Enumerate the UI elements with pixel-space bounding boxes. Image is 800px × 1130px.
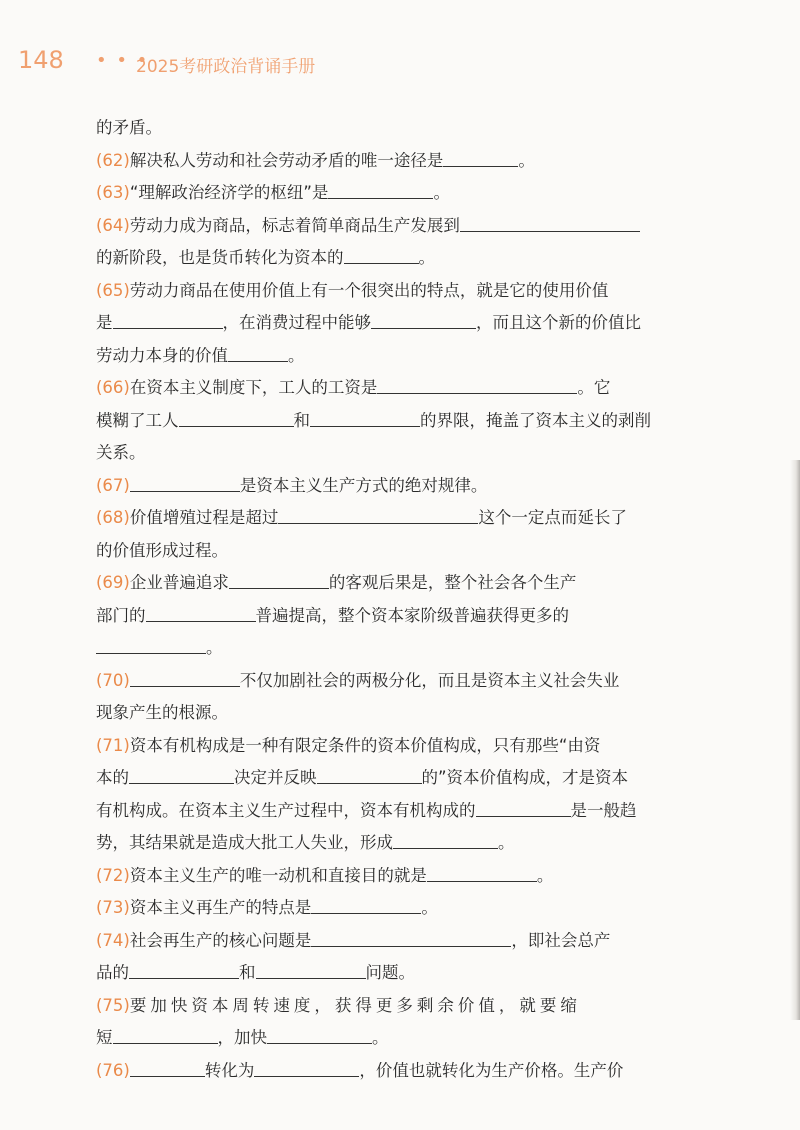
text-line: 短 ，加快 。: [96, 1022, 708, 1055]
question-number: (64): [96, 215, 130, 235]
answer-blank[interactable]: [460, 211, 640, 232]
question-63: (63)“理解政治经济学的枢纽”是 。: [96, 177, 708, 210]
answer-blank[interactable]: [267, 1023, 372, 1044]
answer-blank[interactable]: [278, 503, 478, 524]
question-number: (76): [96, 1060, 130, 1080]
answer-blank[interactable]: [344, 243, 419, 264]
question-62: (62)解决私人劳动和社会劳动矛盾的唯一途径是 。: [96, 145, 708, 178]
answer-blank[interactable]: [228, 341, 288, 362]
text-line: 的矛盾。: [96, 118, 162, 137]
question-74: (74)社会再生产的核心问题是 ，即社会总产: [96, 925, 708, 958]
question-64: (64)劳动力成为商品，标志着简单商品生产发展到: [96, 210, 708, 243]
answer-blank[interactable]: [476, 796, 571, 817]
question-number: (66): [96, 378, 130, 397]
exercise-content: [96, 112, 708, 1087]
question-72: (72)资本主义生产的唯一动机和直接目的就是 。: [96, 860, 708, 893]
text-line: 的新阶段，也是货币转化为资本的 。: [96, 242, 708, 275]
answer-blank[interactable]: [311, 893, 421, 914]
answer-blank[interactable]: [129, 763, 234, 784]
question-68: (68)价值增殖过程是超过 这个一定点而延长了: [96, 502, 708, 535]
question-number: (75): [96, 995, 130, 1015]
question-73: (73)资本主义再生产的特点是 。: [96, 892, 708, 925]
question-65: (65)劳动力商品在使用价值上有一个很突出的特点，就是它的使用价值: [96, 280, 609, 300]
question-number: (67): [96, 475, 130, 495]
question-76: (76) 转化为 ，价值也就转化为生产价格。生产价: [96, 1055, 708, 1088]
question-number: (71): [96, 735, 130, 755]
question-number: (73): [96, 898, 130, 917]
question-75: (75)要加快资本周转速度，获得更多剩余价值，就要缩: [96, 995, 581, 1015]
text-line: 有机构成。在资本主义生产过程中，资本有机构成的 是一般趋: [96, 795, 708, 828]
answer-blank[interactable]: [311, 926, 511, 947]
text-line: 。: [96, 632, 708, 665]
answer-blank[interactable]: [256, 958, 366, 979]
text-line: 的价值形成过程。: [96, 540, 228, 560]
answer-blank[interactable]: [130, 1056, 205, 1077]
text-line: 现象产生的根源。: [96, 703, 228, 722]
text-line: 部门的 普遍提高，整个资本家阶级普遍获得更多的: [96, 600, 708, 633]
question-number: (72): [96, 865, 130, 885]
question-number: (62): [96, 150, 130, 170]
question-number: (70): [96, 670, 130, 690]
answer-blank[interactable]: [427, 861, 537, 882]
answer-blank[interactable]: [113, 1023, 218, 1044]
question-71: (71)资本有机构成是一种有限定条件的资本价值构成，只有那些“由资: [96, 735, 601, 755]
answer-blank[interactable]: [229, 568, 329, 589]
question-67: (67) 是资本主义生产方式的绝对规律。: [96, 470, 708, 503]
page-header: [0, 42, 800, 82]
page-number: 148: [18, 46, 64, 74]
answer-blank[interactable]: [129, 958, 239, 979]
answer-blank[interactable]: [443, 146, 518, 167]
answer-blank[interactable]: [146, 601, 256, 622]
question-69: (69)企业普遍追求 的客观后果是，整个社会各个生产: [96, 567, 708, 600]
answer-blank[interactable]: [393, 828, 498, 849]
header-dots: • • •: [96, 50, 150, 71]
page-edge-shadow: [790, 460, 800, 1020]
answer-blank[interactable]: [130, 471, 240, 492]
answer-blank[interactable]: [371, 308, 476, 329]
answer-blank[interactable]: [113, 308, 223, 329]
answer-blank[interactable]: [377, 373, 577, 394]
text-line: 关系。: [96, 443, 146, 462]
answer-blank[interactable]: [310, 406, 420, 427]
question-number: (65): [96, 280, 130, 300]
text-line: 模糊了工人 和 的界限，掩盖了资本主义的剥削: [96, 405, 708, 438]
question-70: (70) 不仅加剧社会的两极分化，而且是资本主义社会失业: [96, 665, 708, 698]
answer-blank[interactable]: [96, 633, 206, 654]
answer-blank[interactable]: [254, 1056, 359, 1077]
question-number: (68): [96, 508, 130, 527]
text-line: 势，其结果就是造成大批工人失业，形成 。: [96, 827, 708, 860]
text-line: 本的 决定并反映 的”资本价值构成，才是资本: [96, 762, 708, 795]
question-number: (69): [96, 573, 130, 592]
answer-blank[interactable]: [317, 763, 422, 784]
question-number: (63): [96, 183, 130, 202]
text-line: 品的 和 问题。: [96, 957, 708, 990]
answer-blank[interactable]: [130, 666, 240, 687]
text-line: 是 ，在消费过程中能够 ，而且这个新的价值比: [96, 307, 708, 340]
answer-blank[interactable]: [179, 406, 294, 427]
question-66: (66)在资本主义制度下，工人的工资是 。它: [96, 372, 708, 405]
text-line: 劳动力本身的价值 。: [96, 340, 708, 373]
answer-blank[interactable]: [328, 178, 433, 199]
question-number: (74): [96, 930, 130, 950]
book-title: 2025考研政治背诵手册: [136, 57, 316, 77]
